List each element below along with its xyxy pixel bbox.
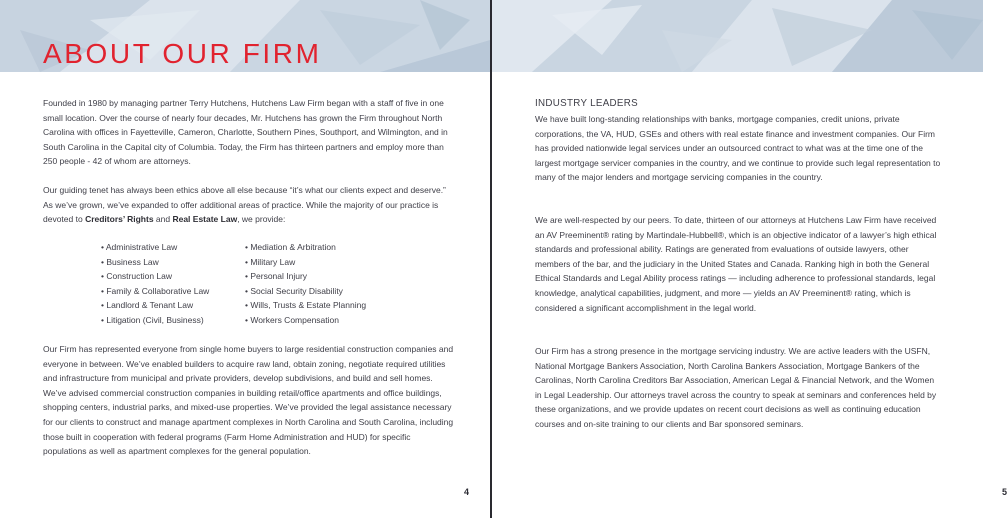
page-number-left: 4 — [464, 487, 470, 497]
page-title: ABOUT OUR FIRM — [43, 38, 322, 69]
right-page — [492, 0, 1007, 518]
industry-leaders-paragraph: We have built long-standing relationships with banks, mortgage companies, credit unions, private corporations, the VA, HUD, GSEs and others with real estate finance and investment companies. Our Firm has provided nationwide legal services under an outsourced contract to what was at the time one of the largest mortgage servicer companies in the country, and we continue to provide such legal representation to many of the major lenders and mortgage servicing companies in the country. — [535, 114, 941, 183]
tenet-text-end: , we provide: — [237, 214, 286, 225]
tenet-text-start: Our guiding tenet has always been ethics above all else because “it’s what our clients expect and deserve.” As we’ve grown, we’ve expanded to offer additional areas of practice. While the majority of our practice is devoted to — [43, 185, 446, 225]
industry-leaders-heading: INDUSTRY LEADERS — [535, 98, 638, 109]
practice-areas-column-2 — [245, 240, 415, 328]
practice-area-item: • Construction Law — [101, 271, 173, 282]
intro-paragraph: Founded in 1980 by managing partner Terry Hutchens, Hutchens Law Firm began with a staff of five in one small location. Over the course of nearly four decades, Mr. Hutchens has grown the Firm throughout North Carolina with offices in Fayetteville, Cameron, Charlotte, Southern Pines, Southport, and Wilmington, and in South Carolina in the Capital city of Columbia. Today, the Firm has thirteen partners and employ more than 250 people - 42 of whom are attorneys. — [43, 98, 448, 167]
header-decorative-art — [492, 0, 983, 72]
practice-area-item: • Military Law — [245, 256, 296, 267]
practice-area-item: • Workers Compensation — [245, 314, 339, 325]
construction-paragraph: Our Firm has represented everyone from single home buyers to large residential construction companies and everyone in between. We’ve enabled builders to acquire raw land, obtain zoning, negotiate required utilities and infrastructure from municipal and private providers, develop subdivisions, and build and sell homes. We’ve advised commercial construction companies in building retail/office apartments and office buildings, shopping centers, industrial parks, and mixed-use properties. We’ve provided the legal assistance necessary for our clients to construct and manage apartment complexes in North Carolina and South Carolina, including those built in cooperation with federal programs (Farm Home Administration and HUD) for specific populations as well as apartment complexes for the general population. — [43, 344, 454, 457]
practice-area-item: • Administrative Law — [101, 242, 178, 252]
tenet-bold-real-estate-law: Real Estate Law — [172, 214, 238, 225]
peer-respect-paragraph: We are well-respected by our peers. To date, thirteen of our attorneys at Hutchens Law Firm have received an AV Preeminent® rating by Martindale-Hubbell®, which is an objective indicator of a lawyer’s high ethical standards and professional ability. Ratings are generated from evaluations of outside lawyers, other members of the bar, and the judiciary in the United States and Canada. Ranking high in both the General Ethical Standards and Legal Ability process ratings — including adherence to professional standards, legal knowledge, analytical capabilities, judgment, and more — yields an AV Preeminent® rating, which is considered a significant accomplishment in the legal world. — [535, 215, 937, 313]
practice-area-item: • Litigation (Civil, Business) — [101, 314, 204, 325]
tenet-paragraph — [43, 183, 455, 227]
practice-area-item: • Personal Injury — [245, 271, 308, 282]
page-number-right: 5 — [1002, 487, 1007, 497]
practice-area-item: • Wills, Trusts & Estate Planning — [245, 300, 367, 311]
practice-area-item: • Social Security Disability — [245, 285, 343, 296]
practice-areas-column-1 — [101, 240, 241, 328]
left-page — [0, 0, 490, 518]
practice-area-item: • Mediation & Arbitration — [245, 242, 336, 252]
tenet-bold-creditors-rights: Creditors’ Rights — [85, 214, 154, 225]
practice-area-item: • Business Law — [101, 256, 159, 267]
tenet-text-and: and — [153, 214, 173, 225]
practice-area-item: • Landlord & Tenant Law — [101, 300, 194, 311]
mortgage-presence-paragraph: Our Firm has a strong presence in the mortgage servicing industry. We are active leaders with the USFN, National Mortgage Bankers Association, North Carolina Bankers Association, Mortgage Bankers of the Carolinas, North Carolina Creditors Bar Association, American Legal & Financial Network, and the Women in Legal Leadership. Our attorneys travel across the country to speak at seminars and conferences held by these organizations, and we provide updates on recent court decisions as well as continuing education courses and on-site training to our clients and Bar sponsored seminars. — [535, 346, 937, 429]
practice-area-item: • Family & Collaborative Law — [101, 285, 210, 296]
